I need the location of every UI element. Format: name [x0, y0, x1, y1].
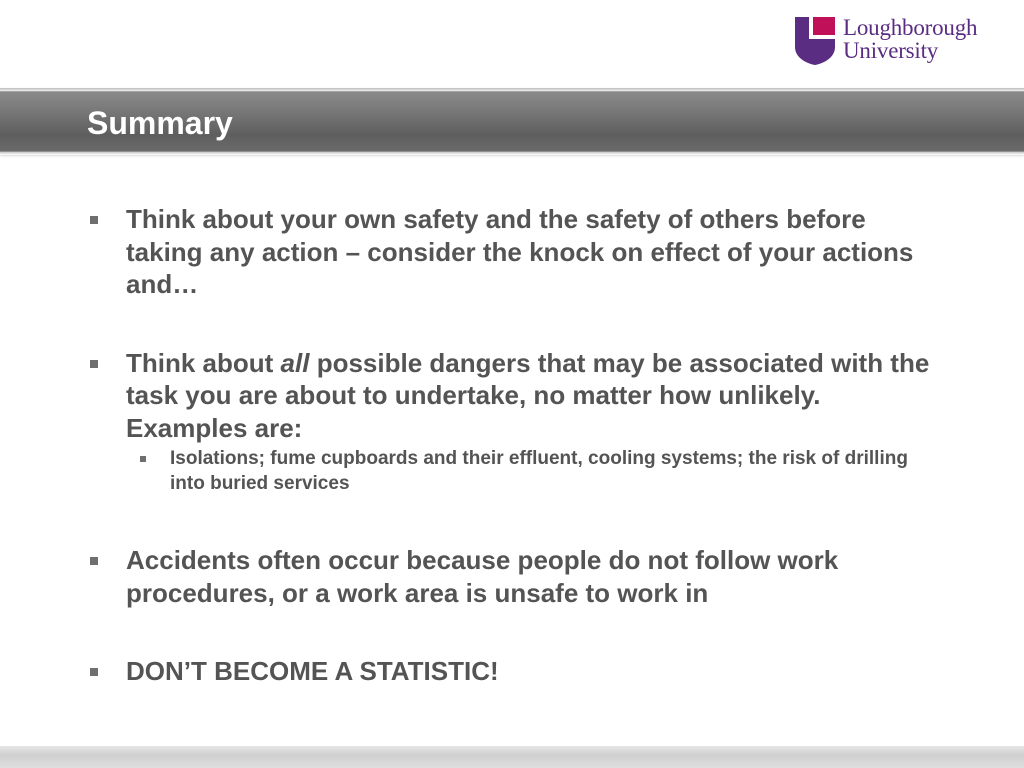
- bullet-item: [88, 544, 948, 609]
- bullet-item: [88, 203, 948, 301]
- bullet-emphasis: all: [280, 347, 310, 378]
- square-bullet-icon: [90, 216, 98, 224]
- square-bullet-icon: [90, 668, 98, 676]
- slide-title: Summary: [87, 105, 233, 141]
- logo-line-1: Loughborough: [843, 15, 978, 40]
- university-logo: [795, 16, 1010, 68]
- university-shield-icon: [795, 17, 835, 65]
- bullet-list: [88, 203, 948, 688]
- bullet-text-start: Think about: [126, 347, 281, 378]
- footer-strip: [0, 746, 1024, 768]
- bullet-text-end: possible dangers that may be associated with the task you are about to undertake, no matter how unlikely. Examples are:: [126, 347, 930, 443]
- bullet-text: Accidents often occur because people do not follow work procedures, or a work area is unsafe to work in: [126, 545, 839, 608]
- sub-bullet-text: Isolations; fume cupboards and their effluent, cooling systems; the risk of drilling into buried services: [170, 448, 908, 494]
- logo-wordmark: [843, 16, 977, 62]
- logo-line-2: University: [843, 38, 939, 63]
- bullet-text: DON’T BECOME A STATISTIC!: [126, 656, 499, 686]
- sub-bullet-item: [126, 447, 910, 496]
- square-bullet-icon: [140, 456, 146, 462]
- bullet-item: [88, 655, 948, 688]
- square-bullet-icon: [90, 557, 98, 565]
- bullet-item: [88, 347, 948, 445]
- bullet-text: Think about your own safety and the safety of others before taking any action – consider the knock on effect of your actions and…: [126, 204, 914, 299]
- square-bullet-icon: [90, 360, 98, 368]
